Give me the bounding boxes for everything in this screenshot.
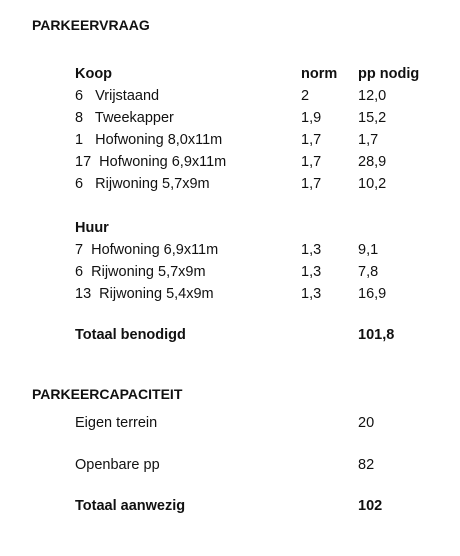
parkeercapaciteit-heading: PARKEERCAPACITEIT: [32, 386, 183, 402]
koop-row-pp: 10,2: [358, 176, 387, 192]
koop-row-label: 8 Tweekapper: [75, 110, 174, 126]
capaciteit-row-value: 82: [358, 457, 375, 473]
huur-row-norm: 1,3: [301, 286, 322, 302]
koop-row-pp: 1,7: [358, 132, 379, 148]
koop-row-pp: 15,2: [358, 110, 387, 126]
pp-nodig-header: pp nodig: [358, 66, 420, 82]
huur-row-norm: 1,3: [301, 264, 322, 280]
capaciteit-row-value: 20: [358, 415, 375, 431]
huur-row-pp: 9,1: [358, 242, 379, 258]
koop-label: Koop: [75, 66, 113, 82]
koop-row-pp: 28,9: [358, 154, 387, 170]
huur-row-label: 7 Hofwoning 6,9x11m: [75, 242, 219, 258]
capaciteit-row-label: Eigen terrein: [75, 415, 158, 431]
koop-row-label: 1 Hofwoning 8,0x11m: [75, 132, 223, 148]
totaal-aanwezig-value: 102: [358, 498, 383, 514]
koop-row-pp: 12,0: [358, 88, 387, 104]
koop-row-norm: 2: [301, 88, 310, 104]
totaal-aanwezig-label: Totaal aanwezig: [75, 498, 186, 514]
koop-row-norm: 1,7: [301, 176, 322, 192]
huur-label: Huur: [75, 220, 109, 236]
koop-row-label: 6 Rijwoning 5,7x9m: [75, 176, 210, 192]
totaal-benodigd-value: 101,8: [358, 327, 395, 343]
huur-row-pp: 16,9: [358, 286, 387, 302]
norm-header: norm: [301, 66, 338, 82]
huur-row-label: 6 Rijwoning 5,7x9m: [75, 264, 206, 280]
koop-row-norm: 1,7: [301, 154, 322, 170]
huur-row-norm: 1,3: [301, 242, 322, 258]
koop-row-norm: 1,9: [301, 110, 322, 126]
totaal-benodigd-label: Totaal benodigd: [75, 327, 186, 343]
koop-row-norm: 1,7: [301, 132, 322, 148]
huur-row-pp: 7,8: [358, 264, 379, 280]
koop-row-label: 17 Hofwoning 6,9x11m: [75, 154, 227, 170]
huur-row-label: 13 Rijwoning 5,4x9m: [75, 286, 214, 302]
capaciteit-row-label: Openbare pp: [75, 457, 160, 473]
koop-row-label: 6 Vrijstaand: [75, 88, 160, 104]
parkeervraag-heading: PARKEERVRAAG: [32, 17, 150, 33]
